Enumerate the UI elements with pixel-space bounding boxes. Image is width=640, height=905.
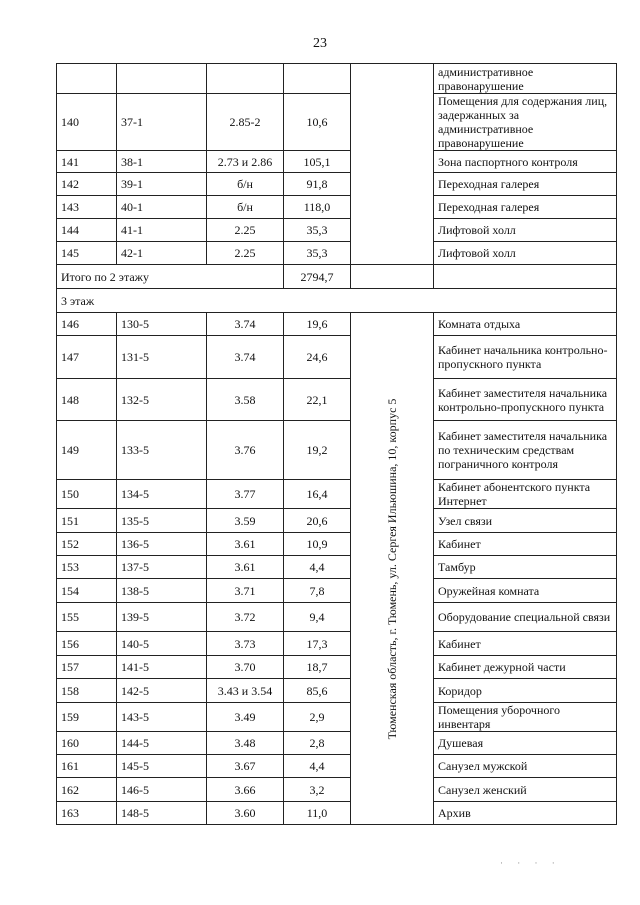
table-row xyxy=(57,219,617,242)
floor-heading: 3 этаж xyxy=(57,289,617,313)
total-label: Итого по 2 этажу xyxy=(57,265,284,289)
plan-number: 3.76 xyxy=(207,421,284,480)
inventory-number: 135-5 xyxy=(117,509,207,533)
area-value: 105,1 xyxy=(284,151,351,173)
plan-number: 3.74 xyxy=(207,336,284,379)
plan-number: 3.60 xyxy=(207,802,284,825)
premises-description: Лифтовой холл xyxy=(434,242,617,265)
plan-number: 3.77 xyxy=(207,480,284,509)
plan-number: 3.66 xyxy=(207,778,284,802)
table-row xyxy=(57,703,617,732)
plan-number: 3.58 xyxy=(207,379,284,421)
area-value: 9,4 xyxy=(284,603,351,632)
plan-number: 3.73 xyxy=(207,632,284,656)
premises-description: Переходная галерея xyxy=(434,173,617,196)
inventory-number: 37-1 xyxy=(117,94,207,151)
premises-description: Душевая xyxy=(434,732,617,755)
inventory-number: 41-1 xyxy=(117,219,207,242)
table-row xyxy=(57,656,617,679)
area-value: 24,6 xyxy=(284,336,351,379)
plan-number: 2.73 и 2.86 xyxy=(207,151,284,173)
premises-description: Тамбур xyxy=(434,556,617,579)
row-number: 156 xyxy=(57,632,117,656)
address-cell xyxy=(351,64,434,265)
row-number: 146 xyxy=(57,313,117,336)
inventory-number: 42-1 xyxy=(117,242,207,265)
address-text: Тюменская область, г. Тюмень, ул. Сергея Ильюшина, 10, корпус 5 xyxy=(385,398,399,739)
area-value: 4,4 xyxy=(284,755,351,778)
area-value: 16,4 xyxy=(284,480,351,509)
inventory-number: 138-5 xyxy=(117,579,207,603)
table-row xyxy=(57,732,617,755)
inventory-number: 142-5 xyxy=(117,679,207,703)
plan-number: 3.61 xyxy=(207,533,284,556)
empty-cell xyxy=(434,265,617,289)
inventory-number: 132-5 xyxy=(117,379,207,421)
area-value: 19,2 xyxy=(284,421,351,480)
plan-number: 3.59 xyxy=(207,509,284,533)
inventory-number: 148-5 xyxy=(117,802,207,825)
plan-number: б/н xyxy=(207,196,284,219)
area-value: 22,1 xyxy=(284,379,351,421)
table-row xyxy=(57,533,617,556)
address-cell xyxy=(351,313,434,825)
empty-cell xyxy=(351,265,434,289)
table-row xyxy=(57,64,617,94)
page-number: 23 xyxy=(313,36,327,51)
premises-description: административное правонарушение xyxy=(434,64,617,94)
table-row xyxy=(57,679,617,703)
area-value: 2,8 xyxy=(284,732,351,755)
area-value: 2,9 xyxy=(284,703,351,732)
premises-description: Кабинет xyxy=(434,533,617,556)
inventory-number: 39-1 xyxy=(117,173,207,196)
row-number: 147 xyxy=(57,336,117,379)
premises-description: Кабинет абонентского пункта Интернет xyxy=(434,480,617,509)
premises-table xyxy=(56,63,617,825)
plan-number: 2.25 xyxy=(207,242,284,265)
area-value: 91,8 xyxy=(284,173,351,196)
premises-description: Кабинет заместителя начальника по техническим средствам пограничного контроля xyxy=(434,421,617,480)
row-number: 145 xyxy=(57,242,117,265)
row-number: 155 xyxy=(57,603,117,632)
table-row xyxy=(57,151,617,173)
inventory-number: 38-1 xyxy=(117,151,207,173)
table-row xyxy=(57,313,617,336)
row-number: 150 xyxy=(57,480,117,509)
row-number: 157 xyxy=(57,656,117,679)
area-value: 3,2 xyxy=(284,778,351,802)
area-value: 18,7 xyxy=(284,656,351,679)
table-row xyxy=(57,242,617,265)
premises-description: Кабинет заместителя начальника контрольно-пропускного пункта xyxy=(434,379,617,421)
area-value: 11,0 xyxy=(284,802,351,825)
plan-number: 2.25 xyxy=(207,219,284,242)
premises-description: Зона паспортного контроля xyxy=(434,151,617,173)
row-number: 143 xyxy=(57,196,117,219)
plan-number: 3.74 xyxy=(207,313,284,336)
plan-number: 3.72 xyxy=(207,603,284,632)
inventory-number: 144-5 xyxy=(117,732,207,755)
premises-description: Переходная галерея xyxy=(434,196,617,219)
plan-number: 3.48 xyxy=(207,732,284,755)
premises-description: Санузел мужской xyxy=(434,755,617,778)
row-number: 160 xyxy=(57,732,117,755)
table-row xyxy=(57,755,617,778)
table-row xyxy=(57,579,617,603)
inventory-number: 145-5 xyxy=(117,755,207,778)
table-row xyxy=(57,778,617,802)
scan-artifact: · · · · xyxy=(500,858,561,868)
area-value: 85,6 xyxy=(284,679,351,703)
plan-number: 3.67 xyxy=(207,755,284,778)
total-area: 2794,7 xyxy=(284,265,351,289)
plan-number: 3.71 xyxy=(207,579,284,603)
table-row xyxy=(57,421,617,480)
premises-description: Лифтовой холл xyxy=(434,219,617,242)
area-value: 19,6 xyxy=(284,313,351,336)
inventory-number: 40-1 xyxy=(117,196,207,219)
row-number: 154 xyxy=(57,579,117,603)
row-number: 161 xyxy=(57,755,117,778)
inventory-number: 133-5 xyxy=(117,421,207,480)
area-value xyxy=(284,64,351,94)
row-number: 141 xyxy=(57,151,117,173)
premises-description: Кабинет дежурной части xyxy=(434,656,617,679)
plan-number xyxy=(207,64,284,94)
premises-description: Санузел женский xyxy=(434,778,617,802)
table-row xyxy=(57,632,617,656)
plan-number: б/н xyxy=(207,173,284,196)
row-number: 142 xyxy=(57,173,117,196)
row-number: 148 xyxy=(57,379,117,421)
premises-description: Кабинет xyxy=(434,632,617,656)
row-number: 158 xyxy=(57,679,117,703)
plan-number: 3.43 и 3.54 xyxy=(207,679,284,703)
area-value: 4,4 xyxy=(284,556,351,579)
inventory-number: 146-5 xyxy=(117,778,207,802)
row-number: 140 xyxy=(57,94,117,151)
table-row xyxy=(57,94,617,151)
area-value: 10,6 xyxy=(284,94,351,151)
row-number: 151 xyxy=(57,509,117,533)
inventory-number: 143-5 xyxy=(117,703,207,732)
premises-description: Коридор xyxy=(434,679,617,703)
total-row xyxy=(57,265,617,289)
area-value: 118,0 xyxy=(284,196,351,219)
inventory-number: 139-5 xyxy=(117,603,207,632)
area-value: 7,8 xyxy=(284,579,351,603)
table-row xyxy=(57,379,617,421)
premises-description: Комната отдыха xyxy=(434,313,617,336)
inventory-number: 130-5 xyxy=(117,313,207,336)
premises-description: Помещения уборочного инвентаря xyxy=(434,703,617,732)
table-row xyxy=(57,556,617,579)
row-number: 152 xyxy=(57,533,117,556)
area-value: 35,3 xyxy=(284,242,351,265)
table-row xyxy=(57,196,617,219)
inventory-number: 137-5 xyxy=(117,556,207,579)
plan-number: 3.49 xyxy=(207,703,284,732)
row-number xyxy=(57,64,117,94)
premises-description: Кабинет начальника контрольно-пропускного пункта xyxy=(434,336,617,379)
area-value: 17,3 xyxy=(284,632,351,656)
row-number: 144 xyxy=(57,219,117,242)
area-value: 20,6 xyxy=(284,509,351,533)
row-number: 163 xyxy=(57,802,117,825)
row-number: 153 xyxy=(57,556,117,579)
premises-description: Архив xyxy=(434,802,617,825)
inventory-number: 141-5 xyxy=(117,656,207,679)
row-number: 149 xyxy=(57,421,117,480)
table-row xyxy=(57,480,617,509)
inventory-number: 140-5 xyxy=(117,632,207,656)
table-row xyxy=(57,173,617,196)
plan-number: 3.70 xyxy=(207,656,284,679)
inventory-number: 131-5 xyxy=(117,336,207,379)
area-value: 35,3 xyxy=(284,219,351,242)
plan-number: 3.61 xyxy=(207,556,284,579)
inventory-number: 134-5 xyxy=(117,480,207,509)
premises-description: Помещения для содержания лиц, задержанных за административное правонарушение xyxy=(434,94,617,151)
row-number: 162 xyxy=(57,778,117,802)
premises-description: Оружейная комната xyxy=(434,579,617,603)
table-row xyxy=(57,603,617,632)
table-row xyxy=(57,802,617,825)
premises-description: Узел связи xyxy=(434,509,617,533)
premises-description: Оборудование специальной связи xyxy=(434,603,617,632)
row-number: 159 xyxy=(57,703,117,732)
floor-heading-row xyxy=(57,289,617,313)
plan-number: 2.85-2 xyxy=(207,94,284,151)
inventory-number xyxy=(117,64,207,94)
area-value: 10,9 xyxy=(284,533,351,556)
table-row xyxy=(57,509,617,533)
inventory-number: 136-5 xyxy=(117,533,207,556)
table-row xyxy=(57,336,617,379)
